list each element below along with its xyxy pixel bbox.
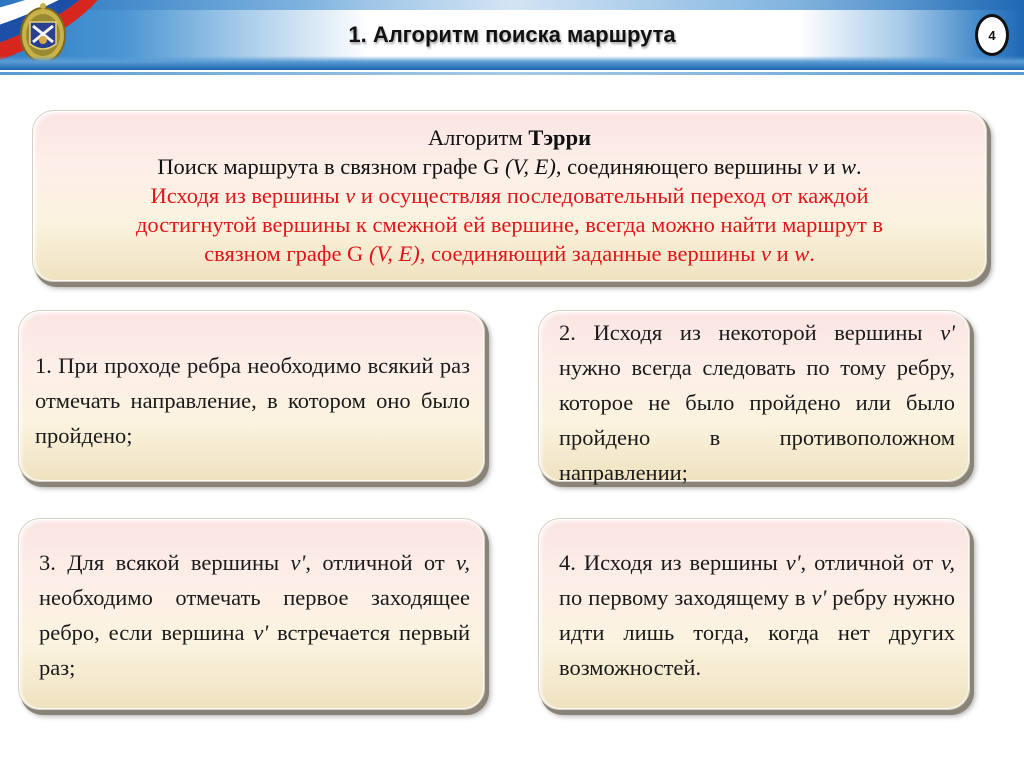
statement-line-3 xyxy=(33,239,986,268)
rule-box-3 xyxy=(18,518,485,710)
page-number-badge: 4 xyxy=(975,14,1009,56)
algorithm-heading xyxy=(33,123,986,152)
statement-line-2: достигнутой вершины к смежной ей вершине, всегда можно найти маршрут в xyxy=(135,212,884,237)
vertex-v-prime: v' xyxy=(811,585,827,610)
rule-4-text xyxy=(559,545,955,685)
text-fragment: Поиск маршрута в связном графе G xyxy=(157,154,506,179)
algorithm-name: Тэрри xyxy=(528,125,592,150)
text-fragment: , отличной от xyxy=(305,550,457,575)
text-fragment: , отличной от xyxy=(800,550,942,575)
vertex-w: w xyxy=(841,154,857,179)
rule-1-text: 1. При проходе ребра необходимо всякий раз отмечать направление, в котором оно было пройдено; xyxy=(35,353,470,448)
terry-algorithm-box xyxy=(32,110,987,282)
rule-box-1 xyxy=(18,310,485,482)
text-fragment: Исходя из вершины xyxy=(150,183,346,208)
text-fragment: и xyxy=(817,154,842,179)
page-title: 1. Алгоритм поиска маршрута xyxy=(348,22,676,47)
text-fragment: необходимо отмечать первое заходящее ребро, если вершина xyxy=(39,585,470,645)
text-fragment: связном графе G xyxy=(204,241,369,266)
text-fragment: и осуществляя последовательный переход от каждой xyxy=(355,183,869,208)
vertex-v-prime: v' xyxy=(253,620,269,645)
text-fragment: 2. Исходя из некоторой вершины xyxy=(559,320,941,345)
text-fragment: и xyxy=(770,241,795,266)
rule-box-2 xyxy=(538,310,970,485)
text-fragment: встречается первый раз; xyxy=(39,620,470,680)
vertex-w: w xyxy=(794,241,810,266)
header-divider xyxy=(0,72,1024,75)
text-fragment: . xyxy=(856,154,862,179)
text-fragment: соединяющий заданные вершины xyxy=(425,241,761,266)
statement-line-1 xyxy=(33,181,986,210)
vertex-v-prime: v' xyxy=(290,550,306,575)
vertex-v: v, xyxy=(941,550,955,575)
graph-notation: (V, E), xyxy=(368,241,426,266)
vertex-v: v xyxy=(760,241,771,266)
text-fragment: ребру нужно идти лишь тогда, когда нет других возможностей. xyxy=(559,585,955,680)
rule-3-text xyxy=(39,545,470,685)
rule-2-text xyxy=(559,315,955,490)
vertex-v: v xyxy=(345,183,356,208)
vertex-v: v xyxy=(807,154,818,179)
text-fragment: нужно всегда следовать по тому ребру, которое не было пройдено или было пройдено в противоположном направлении; xyxy=(559,355,955,485)
rule-box-4 xyxy=(538,518,970,710)
slide-header xyxy=(0,0,1024,70)
vertex-v-prime: v' xyxy=(785,550,801,575)
text-fragment: 4. Исходя из вершины xyxy=(559,550,786,575)
text-fragment: 3. Для всякой вершины xyxy=(39,550,291,575)
heading-prefix: Алгоритм xyxy=(427,125,529,150)
vertex-v: v, xyxy=(456,550,470,575)
text-fragment: . xyxy=(809,241,815,266)
graph-notation: (V, E) xyxy=(505,154,556,179)
text-fragment: , соединяющего вершины xyxy=(555,154,808,179)
problem-statement xyxy=(33,152,986,181)
text-fragment: по первому заходящему в xyxy=(559,585,812,610)
vertex-v-prime: v' xyxy=(940,320,955,345)
